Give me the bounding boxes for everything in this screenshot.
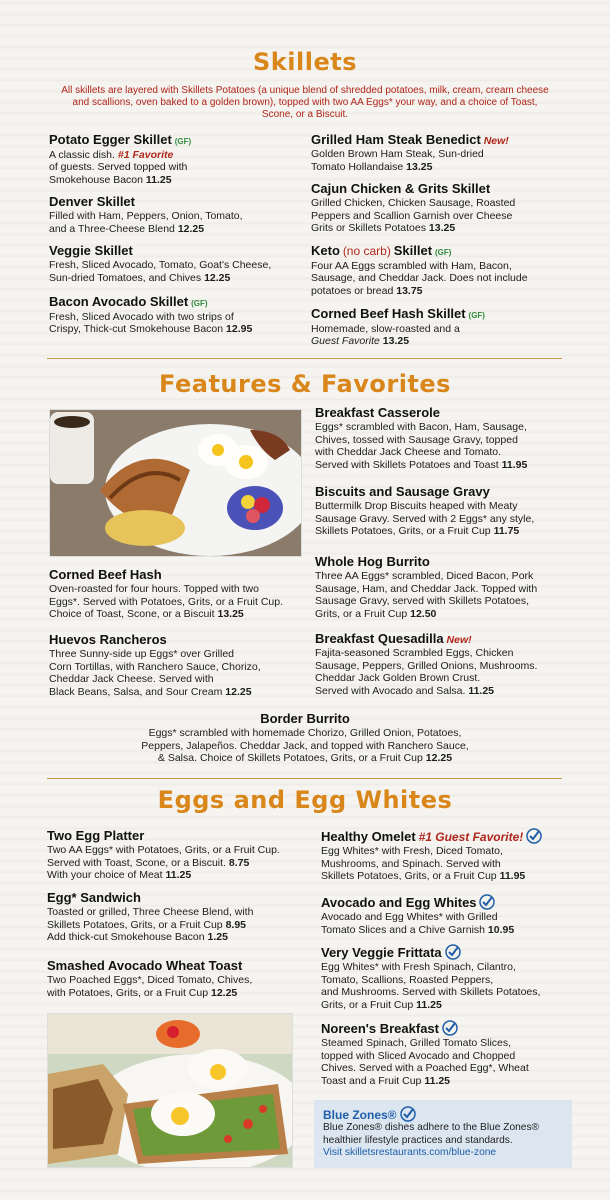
divider — [47, 778, 562, 779]
blue-zones-title: Blue Zones® — [323, 1108, 397, 1122]
menu-item-healthy-omelet: Healthy Omelet #1 Guest Favorite! Egg Whites* with Fresh, Diced Tomato, Mushrooms, and Spinach. Served with Skillets Potatoes, Grits, or a Fruit Cup 11.95 — [321, 828, 583, 883]
menu-item-veggie: Veggie Skillet Fresh, Sliced Avocado, Tomato, Goat's Cheese, Sun-dried Tomatoes, and Chives 12.25 — [49, 243, 272, 284]
menu-item-cajun: Cajun Chicken & Grits Skillet Grilled Chicken, Chicken Sausage, Roasted Peppers and Scallion Garnish over Cheese Grits or Skillets Potatoes 13.25 — [311, 181, 516, 235]
skillets-intro: All skillets are layered with Skillets Potatoes (a unique blend of shredded potatoes, milk, cream, cream cheese and scallions, oven baked to a golden brown), topped with two AA Eggs* your way, and a choice of Toast, Scone, or a Biscuit. — [61, 85, 549, 120]
menu-item-quesadilla: Breakfast Quesadilla New! Fajita-seasoned Scrambled Eggs, Chicken Sausage, Peppers, Grilled Onions, Mushrooms. Cheddar Jack Golden Brown Crust. Served with Avocado and Salsa. 11.25 — [315, 631, 538, 697]
menu-item-border-burrito: Border Burrito Eggs* scrambled with homemade Chorizo, Grilled Onion, Potatoes, Peppers, Jalapeños. Cheddar Jack, and topped with Ranchero Sauce, & Salsa. Choice of Skillets Potatoes, Grits, or a Fruit Cup 12.25 — [141, 711, 469, 765]
blue-zone-check-icon — [442, 1020, 458, 1036]
menu-item-whole-hog: Whole Hog Burrito Three AA Eggs* scrambled, Diced Bacon, Pork Sausage, Ham, and Cheddar Jack. Topped with Sausage Gravy, served with Skillets Potatoes, Grits, or a Fruit Cup 12.50 — [315, 554, 538, 620]
menu-item-denver: Denver Skillet Filled with Ham, Peppers, Onion, Tomato, and a Three-Cheese Blend 12.25 — [49, 194, 243, 235]
divider — [47, 358, 562, 359]
menu-item-corned-beef-hash: Corned Beef Hash Oven-roasted for four hours. Topped with two Eggs*. Served with Potatoes, Grits, or a Fruit Cup. Choice of Toast, Scone, or a Biscuit 13.25 — [49, 567, 284, 621]
blue-zones-box — [314, 1100, 572, 1168]
menu-item-corned-beef-skillet: Corned Beef Hash Skillet (GF) Homemade, slow-roasted and a Guest Favorite 13.25 — [311, 306, 485, 348]
eggs-title: Eggs and Egg Whites — [157, 786, 453, 814]
breakfast-photo — [49, 409, 302, 557]
blue-zones-desc-2: healthier lifestyle practices and standards. — [323, 1134, 513, 1146]
menu-item-casserole: Breakfast Casserole Eggs* scrambled with Bacon, Ham, Sausage, Chives, tossed with Sausage Gravy, topped with Cheddar Jack Cheese and Tomato. Served with Skillets Potatoes and Toast 11.95 — [315, 405, 528, 471]
menu-item-potato-egger: Potato Egger Skillet (GF) A classic dish. #1 Favorite of guests. Served topped with Smokehouse Bacon 11.25 — [49, 132, 192, 186]
blue-zones-link[interactable]: Visit skilletsrestaurants.com/blue-zone — [323, 1147, 497, 1158]
menu-item-smashed-avocado: Smashed Avocado Wheat Toast Two Poached Eggs*, Diced Tomato, Chives, with Potatoes, Grits, or a Fruit Cup 12.25 — [47, 958, 253, 999]
blue-zone-check-icon — [526, 828, 542, 844]
features-title: Features & Favorites — [159, 370, 451, 398]
menu-item-two-egg-platter: Two Egg Platter Two AA Eggs* with Potatoes, Grits, or a Fruit Cup. Served with Toast, Scone, or a Biscuit. 8.75 With your choice of Meat 11.25 — [47, 828, 280, 882]
blue-zones-desc-1: Blue Zones® dishes adhere to the Blue Zones® — [323, 1122, 540, 1133]
menu-item-avocado-egg-whites: Avocado and Egg Whites Avocado and Egg Whites* with Grilled Tomato Slices and a Chive Garnish 10.95 — [321, 895, 515, 936]
skillets-title: Skillets — [253, 48, 357, 76]
blue-zone-check-icon — [400, 1106, 416, 1122]
menu-item-huevos-rancheros: Huevos Rancheros Three Sunny-side up Eggs* over Grilled Corn Tortillas, with Ranchero Sauce, Chorizo, Cheddar Jack Cheese. Served with Black Beans, Salsa, and Sour Cream 12.25 — [49, 632, 261, 698]
menu-item-keto: Keto (no carb) Skillet (GF) Four AA Eggs scrambled with Ham, Bacon, Sausage, and Cheddar Jack. Does not include potatoes or bread 13.75 — [311, 243, 528, 297]
menu-item-ham-benedict: Grilled Ham Steak Benedict New! Golden Brown Ham Steak, Sun-dried Tomato Hollandaise 13.25 — [311, 132, 509, 173]
menu-item-very-veggie-frittata: Very Veggie Frittata Egg Whites* with Fresh Spinach, Cilantro, Tomato, Scallions, Roasted Peppers, and Mushrooms. Served with Skillets Potatoes, Grits, or a Fruit Cup 11.25 — [321, 945, 541, 1011]
blue-zone-check-icon — [479, 894, 495, 910]
menu-item-noreens-breakfast: Noreen's Breakfast Steamed Spinach, Grilled Tomato Slices, topped with Sliced Avocado and Chopped Chives. Served with a Poached Egg*, Wheat Toast and a Fruit Cup 11.25 — [321, 1021, 529, 1087]
menu-item-bacon-avocado: Bacon Avocado Skillet (GF) Fresh, Sliced Avocado with two strips of Crispy, Thick-cut Smokehouse Bacon 12.95 — [49, 294, 253, 336]
menu-item-biscuits: Biscuits and Sausage Gravy Buttermilk Drop Biscuits heaped with Meaty Sausage Gravy. Served with 2 Eggs* any style, Skillets Potatoes, Grits, or a Fruit Cup 11.75 — [315, 484, 535, 538]
menu-item-egg-sandwich: Egg* Sandwich Toasted or grilled, Three Cheese Blend, with Skillets Potatoes, Grits, or a Fruit Cup 8.95 Add thick-cut Smokehouse Bacon 1.25 — [47, 890, 254, 944]
avocado-toast-photo — [47, 1013, 293, 1168]
blue-zone-check-icon — [445, 944, 461, 960]
